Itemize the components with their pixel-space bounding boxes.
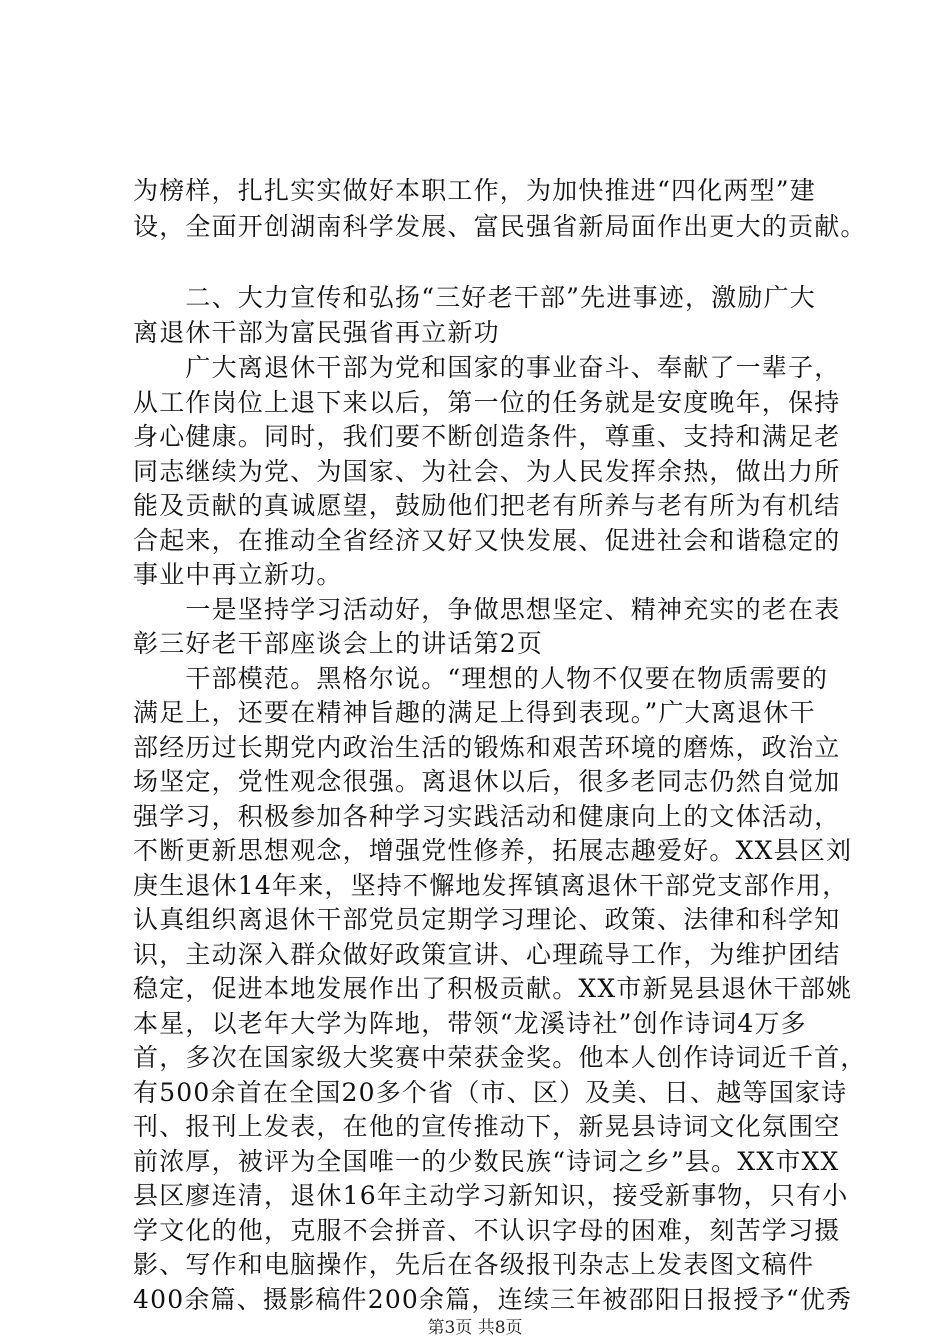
text-line: 首，多次在国家级大奖赛中荣获金奖。他本人创作诗词近千首， — [133, 1043, 867, 1072]
text-line: 身心健康。同时，我们要不断创造条件，尊重、支持和满足老 — [133, 422, 841, 451]
text-line: 前浓厚，被评为全国唯一的少数民族“诗词之乡”县。XX市XX — [133, 1147, 840, 1176]
text-line: 识，主动深入群众做好政策宣讲、心理疏导工作，为维护团结 — [133, 940, 841, 969]
text-line: 离退休干部为富民强省再立新功 — [133, 318, 500, 347]
text-line: 同志继续为党、为国家、为社会、为人民发挥余热，做出力所 — [133, 457, 841, 486]
text-line: 为榜样，扎扎实实做好本职工作，为加快推进“四化两型”建 — [133, 176, 816, 205]
text-line: 强学习，积极参加各种学习实践活动和健康向上的文体活动， — [133, 802, 841, 831]
text-line: 广大离退休干部为党和国家的事业奋斗、奉献了一辈子， — [133, 353, 841, 382]
text-line: 认真组织离退休干部党员定期学习理论、政策、法律和科学知 — [133, 905, 841, 934]
text-line: 合起来，在推动全省经济又好又快发展、促进社会和谐稳定的 — [133, 526, 841, 555]
text-line: 二、大力宣传和弘扬“三好老干部”先进事迹，激励广大 — [133, 283, 816, 312]
text-line: 部经历过长期党内政治生活的锻炼和艰苦环境的磨炼，政治立 — [133, 733, 841, 762]
text-line: 满足上，还要在精神旨趣的满足上得到表现。”广大离退休干 — [133, 698, 816, 727]
text-line: 设，全面开创湖南科学发展、富民强省新局面作出更大的贡献。 — [133, 212, 867, 241]
text-line: 400余篇、摄影稿件200余篇，连续三年被邵阳日报授予“优秀 — [133, 1285, 853, 1314]
text-line: 县区廖连清，退休16年主动学习新知识，接受新事物，只有小 — [133, 1181, 849, 1210]
text-line: 学文化的他，克服不会拼音、不认识字母的困难，刻苦学习摄 — [133, 1216, 841, 1245]
text-line: 本星，以老年大学为阵地，带领“龙溪诗社”创作诗词4万多 — [133, 1009, 807, 1038]
text-line: 一是坚持学习活动好，争做思想坚定、精神充实的老在表 — [133, 595, 841, 624]
text-line: 有500余首在全国20多个省（市、区）及美、日、越等国家诗 — [133, 1078, 848, 1107]
page-footer: 第3页 共8页 — [427, 1318, 523, 1338]
text-line: 干部模范。黑格尔说。“理想的人物不仅要在物质需要的 — [133, 664, 829, 693]
text-line: 影、写作和电脑操作，先后在各级报刊杂志上发表图文稿件 — [133, 1250, 815, 1279]
text-line: 不断更新思想观念，增强党性修养，拓展志趣爱好。XX县区刘 — [133, 836, 853, 865]
text-line: 刊、报刊上发表，在他的宣传推动下，新晃县诗词文化氛围空 — [133, 1112, 841, 1141]
text-line: 从工作岗位上退下来以后，第一位的任务就是安度晚年，保持 — [133, 388, 841, 417]
text-line: 稳定，促进本地发展作出了积极贡献。XX市新晃县退休干部姚 — [133, 974, 853, 1003]
text-line: 彰三好老干部座谈会上的讲话第2页 — [133, 629, 544, 658]
text-line: 能及贡献的真诚愿望，鼓励他们把老有所养与老有所为有机结 — [133, 491, 841, 520]
text-line: 场坚定，党性观念很强。离退休以后，很多老同志仍然自觉加 — [133, 767, 841, 796]
text-line: 庚生退休14年来，坚持不懈地发挥镇离退休干部党支部作用， — [133, 871, 849, 900]
text-line: 事业中再立新功。 — [133, 560, 343, 589]
